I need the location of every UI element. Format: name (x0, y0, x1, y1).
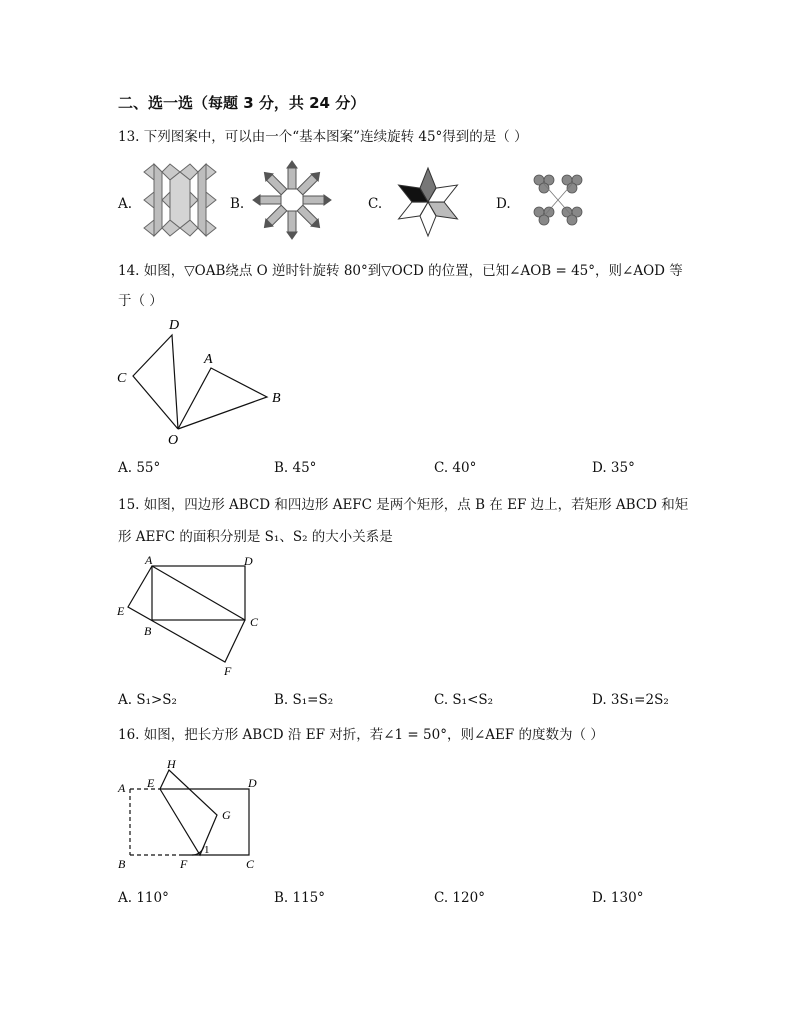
q14-triangle-ocd (133, 335, 178, 429)
q16-label-d: D (248, 776, 257, 790)
q14-label-b: B (272, 391, 281, 406)
q15-stem-line-1: 15. 如图，四边形 ABCD 和四边形 AEFC 是两个矩形，点 B 在 EF 边上，若矩形 ABCD 和矩 (118, 497, 689, 513)
q16-option-b: B. 115° (274, 890, 326, 906)
q15-stem-line-2: 形 AEFC 的面积分别是 S₁、S₂ 的大小关系是 (118, 529, 393, 545)
q14-stem-line-1: 14. 如图，▽OAB绕点 O 逆时针旋转 80°到▽OCD 的位置，已知∠AOB = 45°，则∠AOD 等 (118, 263, 683, 279)
q16-label-b: B (118, 857, 126, 871)
q16-label-e: E (147, 776, 155, 790)
q15-label-c: C (250, 615, 259, 629)
q16-label-f: F (180, 857, 188, 871)
q13-option-b-label: B. (230, 196, 245, 212)
q15-label-d: D (244, 554, 253, 568)
q15-label-a: A (145, 553, 153, 567)
q14-label-a: A (204, 352, 213, 367)
q14-label-c: C (117, 371, 127, 386)
q14-label-o: O (168, 433, 179, 448)
q13-stem: 13. 下列图案中，可以由一个“基本图案”连续旋转 45°得到的是（ ） (118, 129, 528, 145)
q15-label-f: F (224, 664, 232, 678)
q15-label-e: E (117, 604, 125, 618)
q16-folded-part (160, 770, 217, 855)
q14-stem-line-2: 于（ ） (118, 293, 163, 309)
q16-angle-arc (192, 846, 204, 855)
q13-option-c-label: C. (368, 196, 383, 212)
q14-triangle-oab (178, 368, 267, 429)
q16-label-a: A (118, 781, 126, 795)
q14-option-a: A. 55° (118, 460, 161, 476)
section-title: 二、选一选（每题 3 分，共 24 分） (118, 94, 366, 112)
q14-option-b: B. 45° (274, 460, 317, 476)
q16-option-c: C. 120° (434, 890, 485, 906)
q15-option-a: A. S₁>S₂ (118, 692, 177, 708)
q13-option-d-label: D. (496, 196, 511, 212)
q13-option-a-label: A. (118, 196, 133, 212)
q14-option-d: D. 35° (592, 460, 635, 476)
q16-label-g: G (222, 808, 231, 822)
q16-label-c: C (246, 857, 255, 871)
q15-rectangle-aefc (128, 566, 245, 662)
q15-figure (112, 552, 272, 678)
q16-option-a: A. 110° (118, 890, 169, 906)
q15-option-b: B. S₁=S₂ (274, 692, 334, 708)
q14-option-c: C. 40° (434, 460, 477, 476)
q16-option-d: D. 130° (592, 890, 644, 906)
q13-option-c-star-figure (388, 160, 468, 244)
q14-figure (112, 312, 292, 452)
q14-label-d: D (169, 318, 180, 333)
q13-option-b-arrow-star-figure (252, 160, 332, 240)
q16-angle-label: 1 (204, 844, 210, 856)
q13-option-d-clover-figure (516, 160, 600, 240)
q16-label-h: H (167, 757, 176, 771)
q16-stem: 16. 如图，把长方形 ABCD 沿 EF 对折，若∠1 = 50°，则∠AEF 的度数为（ ） (118, 727, 604, 743)
q15-option-d: D. 3S₁=2S₂ (592, 692, 669, 708)
q16-figure (112, 754, 272, 874)
q13-option-a-lattice-figure (140, 160, 220, 240)
q15-option-c: C. S₁<S₂ (434, 692, 494, 708)
q15-label-b: B (144, 624, 152, 638)
